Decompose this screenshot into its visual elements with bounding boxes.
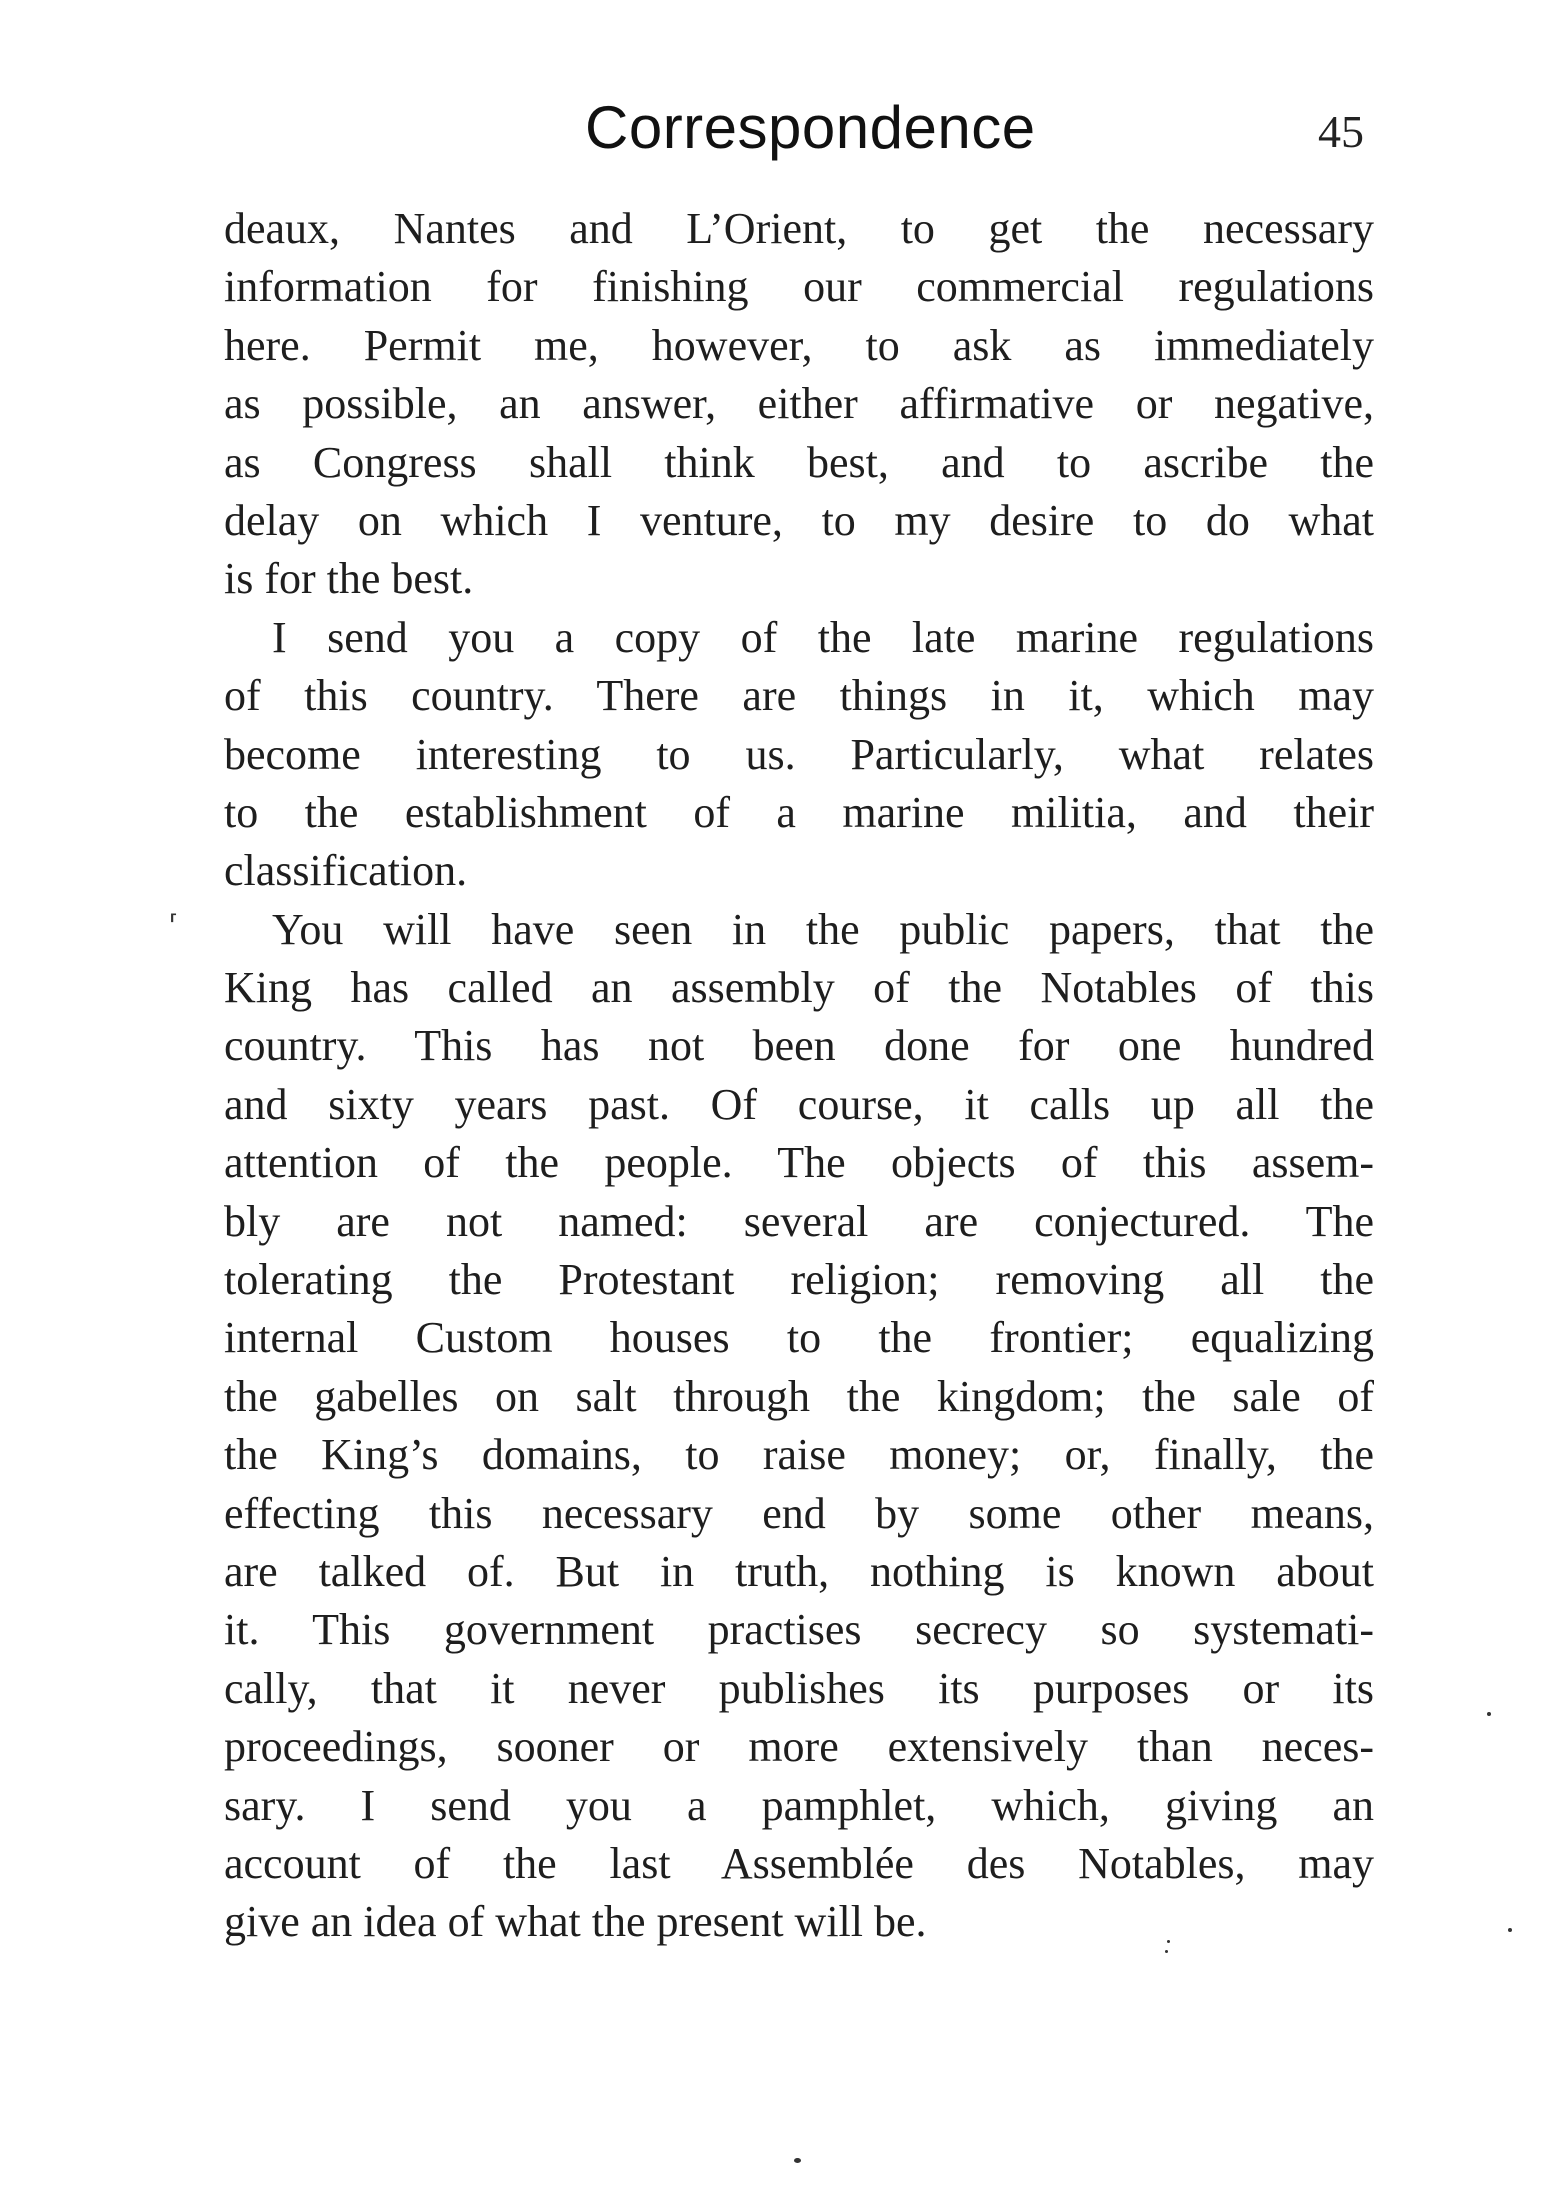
text-line: and sixty years past. Of course, it calls up all the	[224, 1079, 1374, 1129]
text-line: country. This has not been done for one hundred	[224, 1021, 1374, 1071]
text-line: information for finishing our commercial regulations	[224, 262, 1374, 312]
text-line: the King’s domains, to raise money; or, finally, the	[224, 1430, 1374, 1480]
text-line: classification.	[224, 846, 468, 896]
text-line: I send you a copy of the late marine regulations	[272, 612, 1374, 662]
print-speck	[1508, 1928, 1512, 1932]
print-speck	[1487, 1712, 1491, 1716]
text-line: as possible, an answer, either affirmative or negative,	[224, 379, 1374, 429]
text-line: attention of the people. The objects of this assem-	[224, 1138, 1374, 1188]
text-line: tolerating the Protestant religion; removing all the	[224, 1255, 1374, 1305]
margin-mark: ⸢	[169, 910, 179, 938]
text-line: proceedings, sooner or more extensively than neces-	[224, 1722, 1374, 1772]
text-line: deaux, Nantes and L’Orient, to get the necessary	[224, 204, 1374, 253]
text-line: account of the last Assemblée des Notables, may	[224, 1838, 1374, 1888]
text-line: here. Permit me, however, to ask as immediately	[224, 320, 1374, 370]
text-line: it. This government practises secrecy so systemati-	[224, 1605, 1374, 1655]
text-line: of this country. There are things in it, which may	[224, 671, 1374, 721]
text-line: bly are not named: several are conjectured. The	[224, 1196, 1374, 1246]
paragraph	[224, 609, 1374, 901]
text-line: the gabelles on salt through the kingdom; the sale of	[224, 1371, 1374, 1421]
text-line: is for the best.	[224, 554, 474, 604]
paragraph	[224, 901, 1374, 1952]
text-line: give an idea of what the present will be.	[224, 1897, 927, 1947]
text-line: King has called an assembly of the Notables of this	[224, 963, 1374, 1013]
running-head	[0, 88, 1560, 168]
paragraph	[224, 200, 1374, 609]
text-line: become interesting to us. Particularly, what relates	[224, 729, 1374, 779]
running-title: Correspondence	[585, 94, 1036, 161]
print-speck	[1167, 1940, 1170, 1943]
text-line: sary. I send you a pamphlet, which, giving an	[224, 1780, 1374, 1830]
print-speck	[1165, 1950, 1168, 1953]
text-line: delay on which I venture, to my desire to do what	[224, 495, 1374, 545]
text-line: cally, that it never publishes its purposes or its	[224, 1663, 1374, 1713]
body-text	[224, 200, 1374, 1952]
text-line: internal Custom houses to the frontier; equalizing	[224, 1313, 1374, 1363]
text-line: effecting this necessary end by some other means,	[224, 1488, 1374, 1538]
text-line: to the establishment of a marine militia, and their	[224, 787, 1374, 837]
print-speck	[794, 2158, 801, 2163]
text-line: are talked of. But in truth, nothing is known about	[224, 1546, 1374, 1596]
page-number: 45	[1318, 106, 1364, 157]
text-line: as Congress shall think best, and to ascribe the	[224, 437, 1374, 487]
text-line: You will have seen in the public papers, that the	[272, 904, 1374, 954]
